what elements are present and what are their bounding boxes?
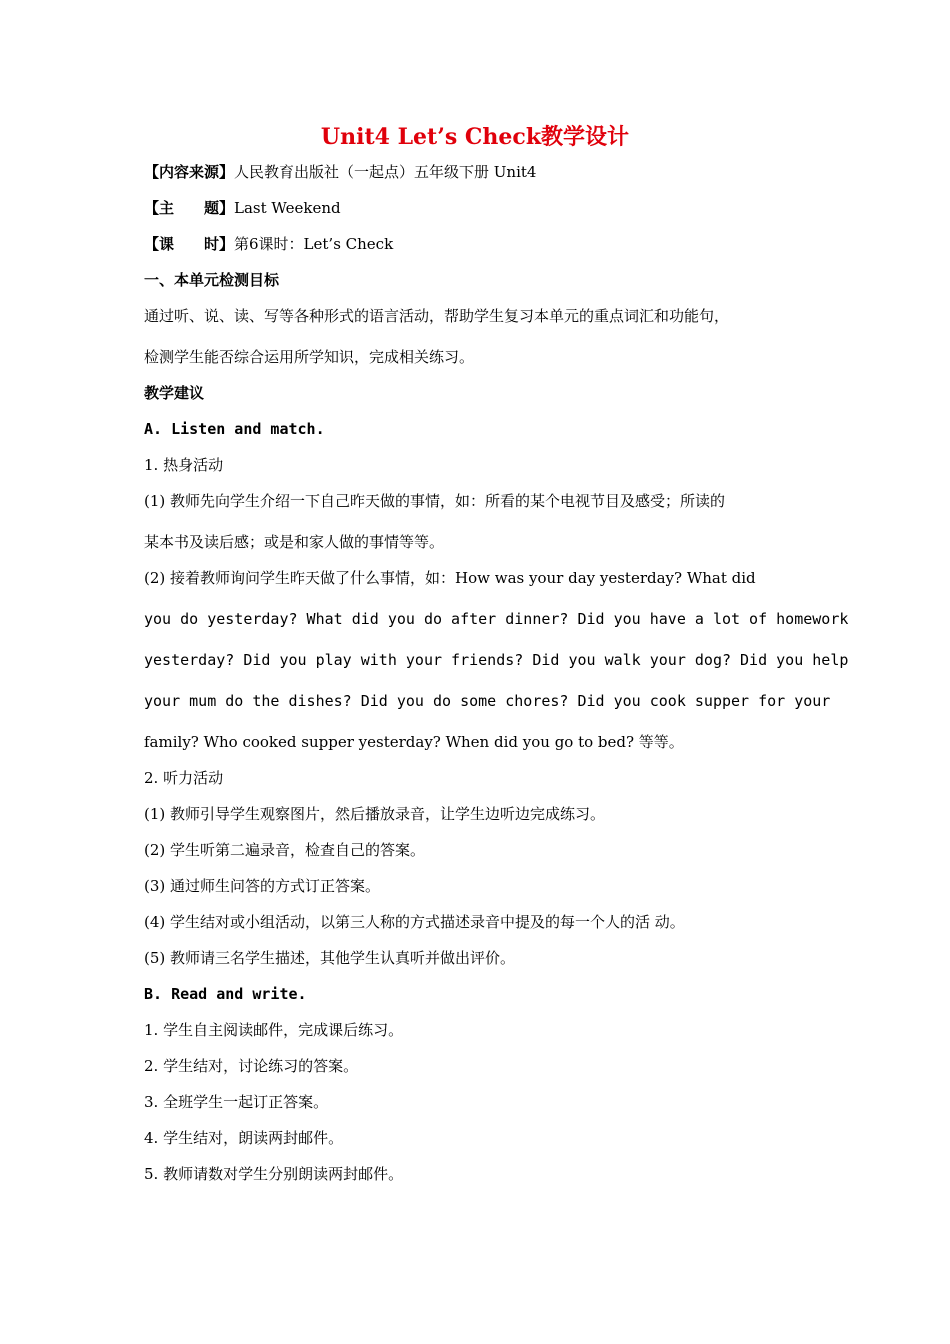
meta-topic <box>144 197 812 219</box>
partA-step2-item: (3) 通过师生问答的方式订正答案。 <box>144 877 381 895</box>
partA-step1: 1. 热身活动 <box>144 456 224 474</box>
meta-topic-value: Last Weekend <box>234 199 341 217</box>
meta-period-label: 【课 时】 <box>144 235 235 253</box>
meta-source-label: 【内容来源】 <box>144 163 235 181</box>
partB-item: 2. 学生结对，讨论练习的答案。 <box>144 1057 359 1075</box>
partA-step2-item: (4) 学生结对或小组活动，以第三人称的方式描述录音中提及的每一个人的活 动。 <box>144 913 685 931</box>
meta-source-value: 人民教育出版社（一起点）五年级下册 Unit4 <box>234 163 537 181</box>
meta-topic-label: 【主 题】 <box>144 199 235 217</box>
partA-step2-item: (1) 教师引导学生观察图片，然后播放录音，让学生边听边完成练习。 <box>144 805 606 823</box>
partA-step1-item2-line4: your mum do the dishes? Did you do some chores? Did you cook supper for your <box>144 692 831 710</box>
partB-item: 4. 学生结对，朗读两封邮件。 <box>144 1129 344 1147</box>
partA-step1-item1-line2: 某本书及读后感；或是和家人做的事情等等。 <box>144 533 445 551</box>
partA-step1-item2-line5: family? Who cooked supper yesterday? When did you go to bed? 等等。 <box>144 733 684 751</box>
suggestion-heading: 教学建议 <box>144 384 205 402</box>
partB-heading: B. Read and write. <box>144 985 307 1003</box>
partA-step2-item: (5) 教师请三名学生描述，其他学生认真听并做出评价。 <box>144 949 516 967</box>
meta-period-value: 第6课时：Let’s Check <box>234 235 394 253</box>
partB-item: 3. 全班学生一起订正答案。 <box>144 1093 329 1111</box>
partA-step1-item2-line1: (2) 接着教师询问学生昨天做了什么事情，如：How was your day yesterday? What did <box>144 569 756 587</box>
page-title: Unit4 Let’s Check教学设计 <box>320 124 630 150</box>
meta-source <box>144 161 812 183</box>
partA-step1-item1-line1: (1) 教师先向学生介绍一下自己昨天做的事情，如：所看的某个电视节目及感受；所读的 <box>144 492 726 510</box>
meta-period <box>144 233 812 255</box>
partA-step2-item: (2) 学生听第二遍录音，检查自己的答案。 <box>144 841 426 859</box>
section1-paragraph-line1: 通过听、说、读、写等各种形式的语言活动，帮助学生复习本单元的重点词汇和功能句， <box>144 307 730 325</box>
section1-heading: 一、本单元检测目标 <box>144 271 280 289</box>
partA-step1-item2-line2: you do yesterday? What did you do after dinner? Did you have a lot of homework <box>144 610 849 628</box>
partB-item: 5. 教师请数对学生分别朗读两封邮件。 <box>144 1165 404 1183</box>
section1-paragraph-line2: 检测学生能否综合运用所学知识，完成相关练习。 <box>144 348 475 366</box>
partB-item: 1. 学生自主阅读邮件，完成课后练习。 <box>144 1021 404 1039</box>
partA-step2: 2. 听力活动 <box>144 769 224 787</box>
partA-step1-item2-line3: yesterday? Did you play with your friends? Did you walk your dog? Did you help <box>144 651 849 669</box>
partA-heading: A. Listen and match. <box>144 420 325 438</box>
